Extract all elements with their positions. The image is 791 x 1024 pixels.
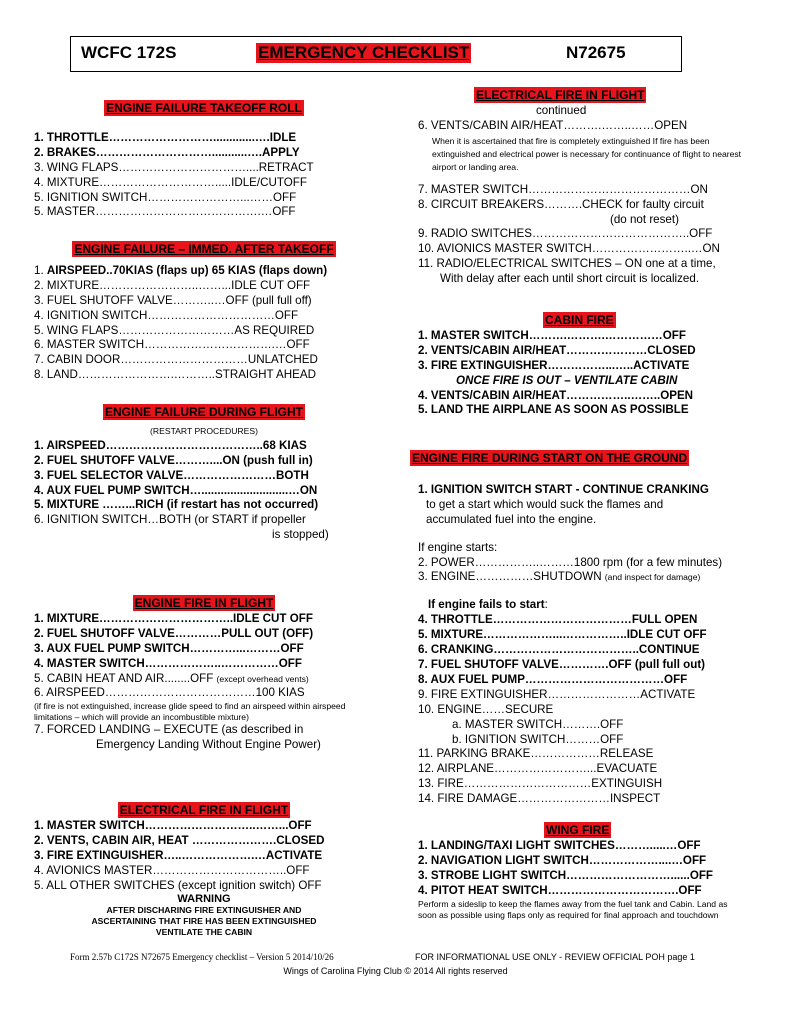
section-engine-fire-during-start <box>410 450 770 807</box>
list-item-continuation: accumulated fuel into the engine. <box>426 512 597 526</box>
tail-number: N72675 <box>566 43 626 62</box>
list-item: 4. IGNITION SWITCH……………………………OFF <box>34 308 299 322</box>
list-item: 1. IGNITION SWITCH START - CONTINUE CRANKING <box>418 482 709 496</box>
section-wing-fire <box>418 822 748 921</box>
list-item: 11. PARKING BRAKE………………RELEASE <box>418 747 654 761</box>
list-item: 2. VENTS, CABIN AIR, HEAT ………………….CLOSED <box>34 833 325 847</box>
list-item: 5. WING FLAPS…………………………AS REQUIRED <box>34 323 315 337</box>
list-item: 6. AIRSPEED…………………………………100 KIAS <box>34 686 305 700</box>
list-item: 6. VENTS/CABIN AIR/HEAT……….……..……OPEN <box>418 118 688 132</box>
section-title: WING FIRE <box>546 823 610 837</box>
list-item: 7. FORCED LANDING – EXECUTE (as described in <box>34 723 304 737</box>
list-item: 5. LAND THE AIRPLANE AS SOON AS POSSIBLE <box>418 403 689 417</box>
section-cabin-fire <box>418 312 748 418</box>
section-title: ENGINE FAILURE DURING FLIGHT <box>105 405 303 419</box>
list-item: 13. FIRE……………………………EXTINGUISH <box>418 777 663 791</box>
list-item: 4. MASTER SWITCH………………..……………OFF <box>34 656 302 670</box>
list-item: 9. FIRE EXTINGUISHER……………………ACTIVATE <box>418 687 696 701</box>
section-title: ENGINE FAILURE TAKEOFF ROLL <box>106 101 302 115</box>
section-electrical-fire-in-flight <box>34 802 374 938</box>
note-text: When it is ascertained that fire is completely extinguished If fire has been extinguished and electrical power is necessary for continuance of flight to nearest airport or landing area. <box>432 135 742 172</box>
info-footer: FOR INFORMATIONAL USE ONLY - REVIEW OFFICIAL POH page 1 <box>415 952 695 962</box>
list-item: 4. AVIONICS MASTER……………………………..OFF <box>34 863 310 877</box>
section-title: ENGINE FAILURE – IMMED. AFTER TAKEOFF <box>74 242 334 256</box>
item-text: AIRSPEED..70KIAS (flaps up) 65 KIAS (flaps down) <box>46 263 328 277</box>
section-title: ELECTRICAL FIRE IN FLIGHT <box>476 88 645 102</box>
list-item: 1. MIXTURE……………………………..IDLE CUT OFF <box>34 611 313 625</box>
list-item: 3. FUEL SELECTOR VALVE……………………BOTH <box>34 468 309 482</box>
list-item: 1. MASTER SWITCH……….……….……………OFF <box>418 328 686 342</box>
section-title: ENGINE FIRE DURING START ON THE GROUND <box>412 451 688 465</box>
list-item: 3. FIRE EXTINGUISHER……………...…..ACTIVATE <box>418 358 690 372</box>
list-item: 14. FIRE DAMAGE……………………INSPECT <box>418 792 661 806</box>
warning-title: WARNING <box>177 893 231 906</box>
page-title: EMERGENCY CHECKLIST <box>258 43 470 62</box>
list-item: 7. MASTER SWITCH……………………………………ON <box>418 182 708 196</box>
list-item: 8. AUX FUEL PUMP………………………………OFF <box>418 672 688 686</box>
list-item <box>34 672 374 687</box>
list-item: 4. MIXTURE………………………….....IDLE/CUTOFF <box>34 175 307 189</box>
list-item: 6. IGNITION SWITCH…BOTH (or START if propeller <box>34 513 306 527</box>
copyright-footer: Wings of Carolina Flying Club © 2014 All rights reserved <box>283 966 508 976</box>
list-item: 9. RADIO SWITCHES…………………………………..OFF <box>418 227 713 241</box>
condition-label: If engine fails to start: <box>428 598 548 612</box>
list-item: 12. AIRPLANE……………………...EVACUATE <box>418 762 658 776</box>
continued-label: continued <box>536 103 587 117</box>
list-item: 3. FUEL SHUTOFF VALVE………..…OFF (pull full off) <box>34 293 312 307</box>
list-item: 3. STROBE LIGHT SWITCH………………………......OFF <box>418 868 713 882</box>
list-item-continuation: With delay after each until short circuit is localized. <box>440 272 700 286</box>
list-item: 3. FIRE EXTINGUISHER…..……………….…ACTIVATE <box>34 848 323 862</box>
list-item: 1. LANDING/TAXI LIGHT SWITCHES……….....…OFF <box>418 838 701 852</box>
list-item-continuation: is stopped) <box>272 528 329 542</box>
list-item: 6. MASTER SWITCH…………………………….…OFF <box>34 338 310 352</box>
club-label: WCFC 172S <box>81 43 177 62</box>
condition-text: If engine fails to start <box>428 598 545 612</box>
section-title: CABIN FIRE <box>545 313 614 327</box>
list-item: 10. AVIONICS MASTER SWITCH……………………..…ON <box>418 242 720 256</box>
list-item: 4. THROTTLE………………………………FULL OPEN <box>418 613 698 627</box>
list-item: 7. FUEL SHUTOFF VALVE………….OFF (pull full out) <box>418 657 706 671</box>
list-item-continuation: Emergency Landing Without Engine Power) <box>96 738 321 752</box>
list-item: b. IGNITION SWITCH………OFF <box>452 732 624 746</box>
list-item: 7. CABIN DOOR……………………………UNLATCHED <box>34 353 318 367</box>
condition-label: If engine starts: <box>418 540 498 554</box>
list-item: 2. POWER……………..………1800 rpm (for a few minutes) <box>418 555 723 569</box>
section-title: ENGINE FIRE IN FLIGHT <box>134 596 274 610</box>
list-item: 10. ENGINE……SECURE <box>418 702 554 716</box>
list-item: 1. MASTER SWITCH………………………..……...OFF <box>34 818 312 832</box>
section-engine-failure-during-flight <box>34 404 374 543</box>
list-item: 11. RADIO/ELECTRICAL SWITCHES – ON one at a time, <box>418 257 716 271</box>
section-subtitle: (RESTART PROCEDURES) <box>150 425 258 436</box>
list-item: 2. NAVIGATION LIGHT SWITCH………………....…OFF <box>418 853 707 867</box>
list-item <box>34 264 374 279</box>
section-engine-fire-in-flight <box>34 595 374 753</box>
list-item: 1. AIRSPEED…………………………………..68 KIAS <box>34 438 307 452</box>
list-item: 2. MIXTURE……………………..……...IDLE CUT OFF <box>34 278 311 292</box>
list-item <box>410 570 770 585</box>
form-footer: Form 2.57b C172S N72675 Emergency checklist – Version 5 2014/10/26 <box>70 952 334 962</box>
list-item: 3. AUX FUEL PUMP SWITCH…………...………OFF <box>34 641 304 655</box>
section-engine-failure-takeoff-roll <box>34 100 374 220</box>
list-item: 8. LAND…………………….………..STRAIGHT AHEAD <box>34 368 316 382</box>
checklist-header <box>70 36 682 72</box>
list-item: 4. VENTS/CABIN AIR/HEAT……………..……..OPEN <box>418 388 694 402</box>
list-item: 5. MIXTURE………………...……………..IDLE CUT OFF <box>418 628 707 642</box>
list-item-continuation: (do not reset) <box>610 212 679 226</box>
list-item: 2. FUEL SHUTOFF VALVE…………PULL OUT (OFF) <box>34 626 314 640</box>
list-item: 5. MASTER…………………………………….…OFF <box>34 205 296 219</box>
ventilate-instruction: ONCE FIRE IS OUT – VENTILATE CABIN <box>456 373 678 387</box>
warning-text: AFTER DISCHARING FIRE EXTINGUISHER AND ASCERTAINING THAT FIRE HAS BEEN EXTINGUISHED VENTILATE THE CABIN <box>91 905 317 938</box>
note-text: (if fire is not extinguished, increase glide speed to find an airspeed within airspeed limitations – which will provide an incombustible mixture) <box>34 701 346 723</box>
item-text: 3. ENGINE……………SHUTDOWN <box>418 570 605 584</box>
item-text: 5. CABIN HEAT AND AIR........OFF <box>34 671 217 685</box>
note-text: Perform a sideslip to keep the flames away from the fuel tank and Cabin. Land as soon as possible using flaps only as required for final approach and touchdown <box>418 898 728 920</box>
item-number: 1. <box>34 263 47 277</box>
list-item: 4. PITOT HEAT SWITCH…………………………….OFF <box>418 883 702 897</box>
list-item: 4. AUX FUEL PUMP SWITCH…...........................…ON <box>34 483 318 497</box>
item-note: (except overhead vents) <box>216 673 309 684</box>
section-electrical-fire-continued <box>418 87 748 287</box>
item-note: (and inspect for damage) <box>604 572 701 583</box>
list-item: 2. FUEL SHUTOFF VALVE………....ON (push full in) <box>34 453 313 467</box>
list-item: 2. VENTS/CABIN AIR/HEAT…………………CLOSED <box>418 343 696 357</box>
list-item: a. MASTER SWITCH……….OFF <box>452 717 624 731</box>
list-item: 6. CRANKING………………………………..CONTINUE <box>418 643 700 657</box>
list-item: 1. THROTTLE……………………….............….IDLE <box>34 130 297 144</box>
list-item: 5. IGNITION SWITCH……………………...……OFF <box>34 190 297 204</box>
list-item: 2. BRAKES…………………………...........….APPLY <box>34 145 300 159</box>
list-item-continuation: to get a start which would suck the flames and <box>426 497 664 511</box>
section-engine-failure-after-takeoff <box>34 241 374 383</box>
list-item: 8. CIRCUIT BREAKERS……….CHECK for faulty circuit <box>418 197 704 211</box>
list-item: 3. WING FLAPS……………………………....RETRACT <box>34 160 314 174</box>
section-title: ELECTRICAL FIRE IN FLIGHT <box>119 803 289 817</box>
list-item: 5. MIXTURE ……...RICH (if restart has not occurred) <box>34 498 319 512</box>
list-item: 5. ALL OTHER SWITCHES (except ignition switch) OFF <box>34 878 322 892</box>
